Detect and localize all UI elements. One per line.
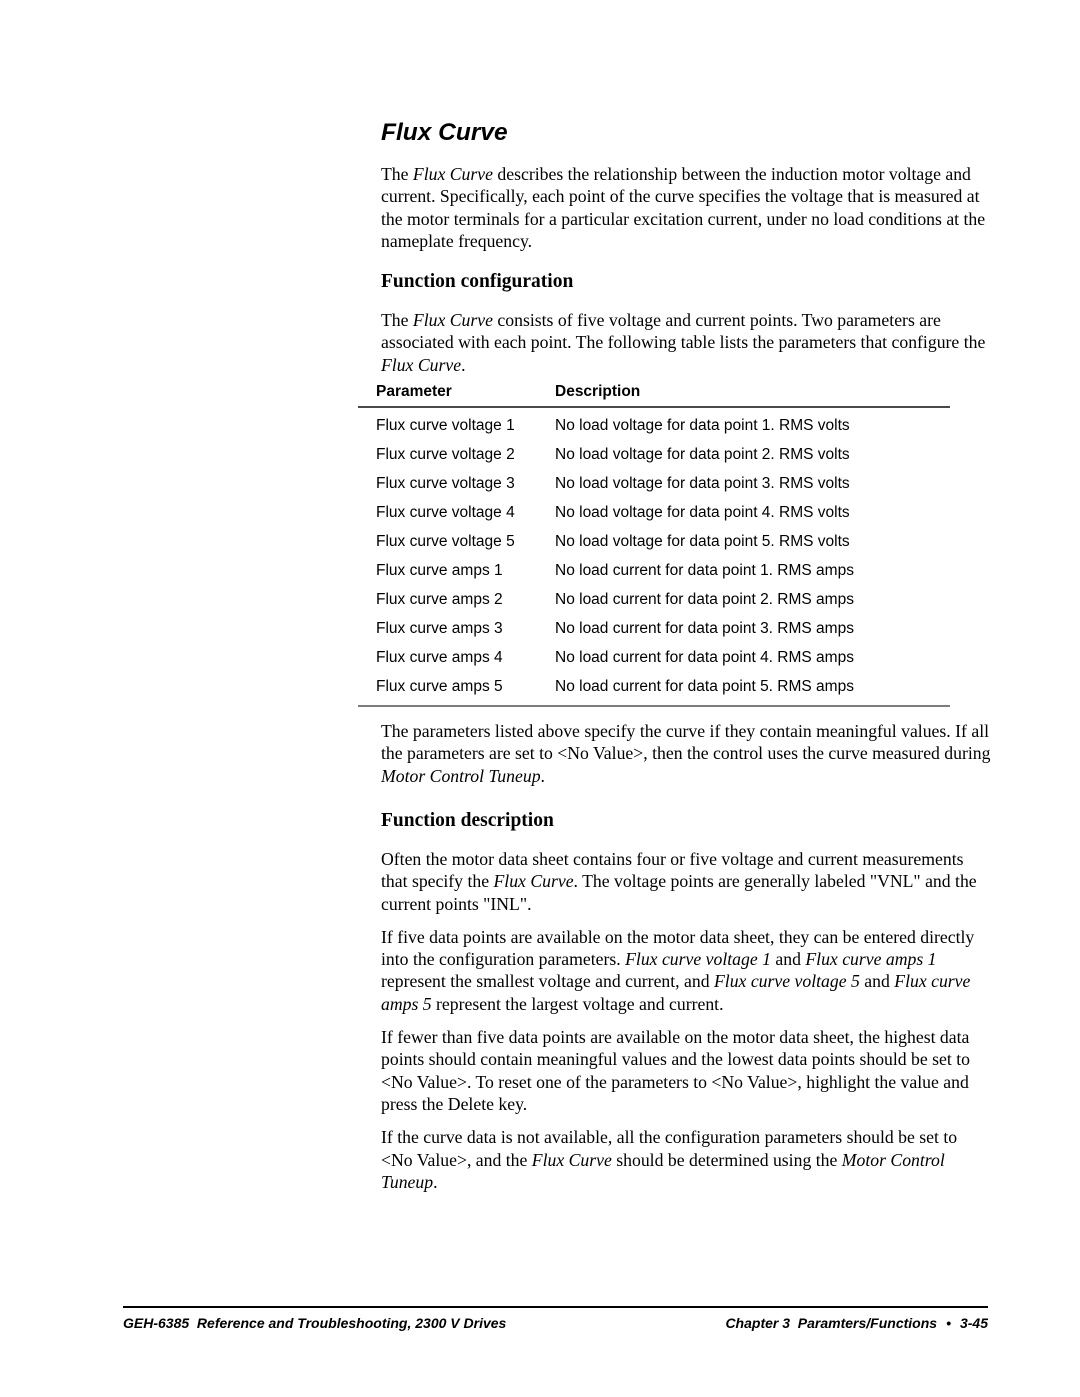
description-cell: No load voltage for data point 2. RMS volts [555, 446, 850, 464]
parameter-table-header [358, 382, 950, 407]
description-cell: No load current for data point 4. RMS amps [555, 649, 854, 667]
parameter-cell: Flux curve amps 3 [376, 620, 503, 638]
content-column [376, 0, 993, 1193]
parameter-cell: Flux curve voltage 3 [376, 475, 515, 493]
table-row [358, 586, 950, 615]
footer-bullet: • [946, 1315, 951, 1331]
parameter-cell: Flux curve voltage 4 [376, 504, 515, 522]
parameter-cell: Flux curve amps 2 [376, 591, 503, 609]
page-footer [123, 1306, 988, 1332]
parameter-cell: Flux curve voltage 1 [376, 417, 515, 435]
description-cell: No load voltage for data point 3. RMS volts [555, 475, 850, 493]
parameter-table-body [358, 407, 950, 706]
table-row [358, 615, 950, 644]
description-cell: No load current for data point 2. RMS amps [555, 591, 854, 609]
section-heading-function-configuration: Function configuration [381, 271, 574, 293]
parameter-cell: Flux curve amps 1 [376, 562, 503, 580]
function-description-paragraph-2: If five data points are available on the motor data sheet, they can be entered directly into the configuration parameters. Flux curve voltage 1 and Flux curve amps 1 represent the smallest voltage and current, and Flux curve voltage 5 and Flux curve amps 5 represent the largest voltage and current. [381, 926, 975, 1014]
function-configuration-paragraph: The Flux Curve consists of five voltage and current points. Two parameters are associated with each point. The following table lists the parameters that configure the Flux Curve. [381, 310, 986, 375]
function-description-paragraph-3: If fewer than five data points are available on the motor data sheet, the highest data points should contain meaningful values and the lowest data points should be set to <No Value>. To reset one of the parameters to <No Value>, highlight the value and press the Delete key. [381, 1027, 970, 1114]
intro-paragraph: The Flux Curve describes the relationship between the induction motor voltage and current. Specifically, each point of the curve specifies the voltage that is measured at the motor terminals for a particular excitation current, under no load conditions at the nameplate frequency. [381, 164, 986, 251]
table-row [358, 407, 950, 441]
parameter-cell: Flux curve voltage 2 [376, 446, 515, 464]
column-header-parameter: Parameter [358, 382, 537, 407]
parameter-cell: Flux curve voltage 5 [376, 533, 515, 551]
parameter-table [358, 382, 950, 707]
function-description-paragraph-1: Often the motor data sheet contains four or five voltage and current measurements that specify the Flux Curve. The voltage points are generally labeled "VNL" and the current points "INL". [381, 848, 977, 914]
footer-document-title: GEH-6385 Reference and Troubleshooting, 2300 V Drives [123, 1315, 507, 1331]
description-cell: No load voltage for data point 5. RMS volts [555, 533, 850, 551]
table-row [358, 528, 950, 557]
section-heading-function-description: Function description [381, 809, 554, 831]
column-header-description: Description [537, 382, 950, 407]
parameter-cell: Flux curve amps 5 [358, 673, 537, 707]
footer-chapter-label: Chapter 3 Paramters/Functions [725, 1315, 938, 1331]
description-cell: No load current for data point 1. RMS amps [555, 562, 854, 580]
table-row [358, 673, 950, 707]
parameter-cell: Flux curve amps 4 [376, 649, 503, 667]
table-row [358, 470, 950, 499]
table-row [358, 499, 950, 528]
table-header-row [358, 382, 950, 407]
footer-chapter-info [725, 1314, 988, 1332]
footer-page-number: 3-45 [959, 1315, 988, 1331]
after-table-paragraph: The parameters listed above specify the curve if they contain meaningful values. If all the parameters are set to <No Value>, then the control uses the curve measured during Motor Control Tuneup. [381, 721, 991, 786]
description-cell: No load current for data point 3. RMS amps [555, 620, 854, 638]
description-cell: No load current for data point 5. RMS amps [537, 673, 950, 707]
table-row [358, 644, 950, 673]
function-description-paragraph-4: If the curve data is not available, all the configuration parameters should be set to <No Value>, and the Flux Curve should be determined using the Motor Control Tuneup. [381, 1127, 958, 1192]
table-row [358, 557, 950, 586]
description-cell: No load voltage for data point 1. RMS volts [555, 417, 850, 435]
page-title: Flux Curve [381, 119, 508, 146]
table-row [358, 441, 950, 470]
description-cell: No load voltage for data point 4. RMS volts [555, 504, 850, 522]
